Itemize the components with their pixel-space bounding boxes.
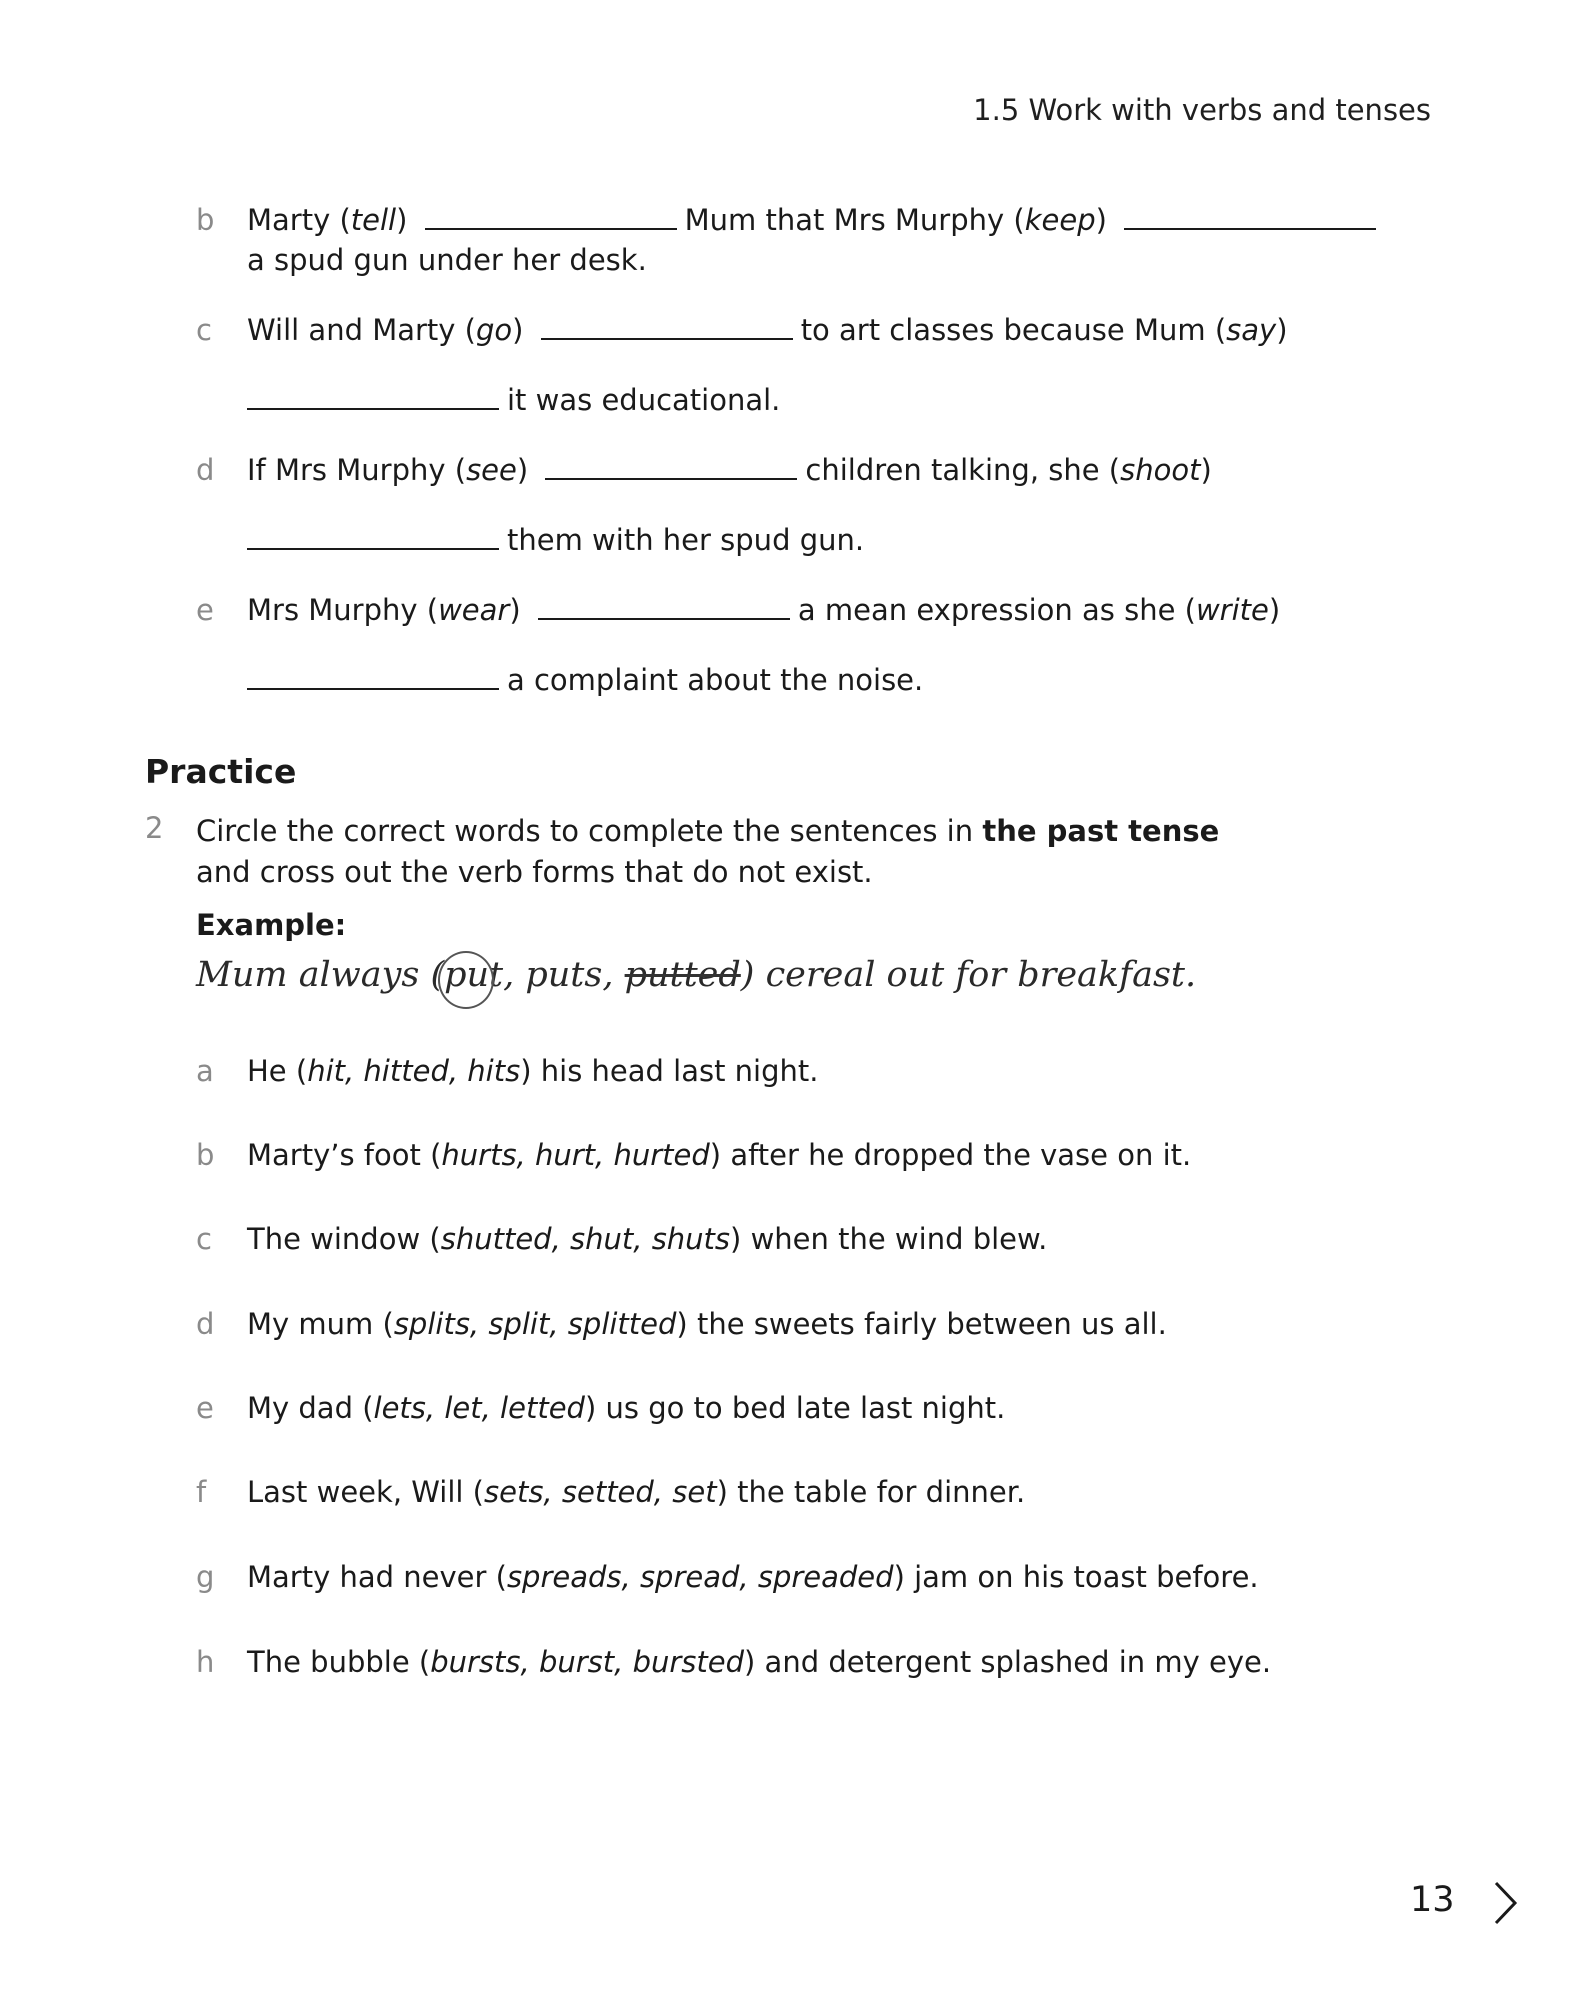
verb-options[interactable]: hit, hitted, hits — [307, 1054, 521, 1088]
practice-heading: Practice — [145, 752, 297, 791]
item-line-2 — [247, 520, 864, 560]
instruction-emphasis: the past tense — [982, 814, 1220, 848]
item-line-1 — [247, 450, 1212, 490]
item-line-1 — [247, 590, 1280, 630]
text-segment: Last week, Will ( — [247, 1475, 484, 1509]
verb-hint: say — [1226, 313, 1277, 347]
item-sentence — [247, 1219, 1047, 1259]
item-letter: f — [196, 1475, 207, 1509]
circled-answer: put — [444, 955, 504, 995]
text-segment: ) — [1276, 313, 1288, 347]
text-segment: to art classes because Mum ( — [800, 313, 1227, 347]
chevron-right-icon[interactable] — [1493, 1880, 1519, 1930]
text-segment: ) when the wind blew. — [730, 1222, 1048, 1256]
text-segment: ) — [509, 593, 521, 627]
answer-blank[interactable] — [247, 688, 499, 690]
example-text: , puts, — [503, 955, 625, 995]
item-sentence — [247, 1304, 1167, 1344]
text-segment: a complaint about the noise. — [507, 663, 924, 697]
text-segment: ) jam on his toast before. — [893, 1560, 1259, 1594]
item-sentence — [247, 1557, 1259, 1597]
verb-hint: go — [475, 313, 513, 347]
item-line-2 — [247, 660, 923, 700]
verb-options[interactable]: bursts, burst, bursted — [430, 1645, 745, 1679]
text-segment: ) and detergent splashed in my eye. — [744, 1645, 1272, 1679]
text-segment: Marty had never ( — [247, 1560, 507, 1594]
item-line-1 — [247, 310, 1288, 350]
item-letter: b — [196, 203, 215, 237]
verb-hint: keep — [1024, 203, 1096, 237]
item-sentence — [247, 1135, 1191, 1175]
text-segment: ) — [1268, 593, 1281, 627]
item-letter: e — [196, 1391, 214, 1425]
item-sentence — [247, 1472, 1025, 1512]
item-line-2: a spud gun under her desk. — [247, 243, 647, 277]
text-segment: He ( — [247, 1054, 308, 1088]
question-instruction — [196, 811, 1219, 893]
verb-options[interactable]: sets, setted, set — [484, 1475, 717, 1509]
example-label: Example: — [196, 908, 347, 942]
struck-out-word: putted — [624, 955, 741, 995]
text-segment: ) — [396, 203, 408, 237]
verb-options[interactable]: lets, let, letted — [373, 1391, 585, 1425]
item-letter: h — [196, 1645, 215, 1679]
text-segment: ) the table for dinner. — [716, 1475, 1026, 1509]
item-letter: c — [196, 1222, 212, 1256]
text-segment: My mum ( — [247, 1307, 394, 1341]
text-segment: Mrs Murphy ( — [247, 593, 439, 627]
text-segment: My dad ( — [247, 1391, 374, 1425]
text-segment: ) us go to bed late last night. — [584, 1391, 1006, 1425]
verb-hint: tell — [350, 203, 397, 237]
text-segment: ) — [1200, 453, 1212, 487]
answer-blank[interactable] — [425, 228, 677, 230]
text-segment: ) — [1095, 203, 1107, 237]
item-sentence — [247, 1388, 1005, 1428]
text-segment: If Mrs Murphy ( — [247, 453, 467, 487]
item-line-1 — [247, 200, 1384, 240]
verb-hint: see — [466, 453, 517, 487]
instruction-text: and cross out the verb forms that do not exist. — [196, 855, 873, 889]
text-segment: The bubble ( — [247, 1645, 431, 1679]
item-line-2 — [247, 380, 780, 420]
item-letter: g — [196, 1560, 215, 1594]
verb-hint: write — [1195, 593, 1269, 627]
text-segment: Will and Marty ( — [247, 313, 476, 347]
item-sentence — [247, 1051, 818, 1091]
text-segment: them with her spud gun. — [507, 523, 865, 557]
text-segment: ) — [512, 313, 524, 347]
text-segment: ) his head last night. — [520, 1054, 819, 1088]
verb-options[interactable]: spreads, spread, spreaded — [506, 1560, 894, 1594]
question-number: 2 — [145, 811, 164, 845]
text-segment: children talking, she ( — [805, 453, 1121, 487]
answer-blank[interactable] — [545, 478, 797, 480]
answer-blank[interactable] — [247, 408, 499, 410]
example-sentence — [196, 955, 1196, 995]
verb-hint: wear — [438, 593, 510, 627]
text-segment: Marty’s foot ( — [247, 1138, 442, 1172]
example-text: Mum always ( — [196, 955, 445, 995]
answer-blank[interactable] — [538, 618, 790, 620]
verb-options[interactable]: shutted, shut, shuts — [440, 1222, 731, 1256]
item-letter: d — [196, 1307, 215, 1341]
item-letter: d — [196, 453, 215, 487]
verb-options[interactable]: hurts, hurt, hurted — [441, 1138, 710, 1172]
answer-blank[interactable] — [1124, 228, 1376, 230]
section-header: 1.5 Work with verbs and tenses — [973, 93, 1431, 127]
example-text: ) cereal out for breakfast. — [740, 955, 1197, 995]
text-segment: Marty ( — [247, 203, 351, 237]
text-segment: a mean expression as she ( — [797, 593, 1196, 627]
item-letter: a — [196, 1054, 214, 1088]
item-letter: b — [196, 1138, 215, 1172]
text-segment: Mum that Mrs Murphy ( — [684, 203, 1025, 237]
text-segment: ) the sweets fairly between us all. — [676, 1307, 1167, 1341]
verb-hint: shoot — [1120, 453, 1201, 487]
answer-blank[interactable] — [247, 548, 499, 550]
verb-options[interactable]: splits, split, splitted — [393, 1307, 677, 1341]
item-sentence — [247, 1642, 1271, 1682]
instruction-text: Circle the correct words to complete the sentences in — [196, 814, 983, 848]
item-letter: e — [196, 593, 214, 627]
text-segment: The window ( — [247, 1222, 441, 1256]
answer-blank[interactable] — [541, 338, 793, 340]
item-letter: c — [196, 313, 212, 347]
text-segment: ) — [516, 453, 529, 487]
page-number: 13 — [1410, 1880, 1455, 1920]
text-segment: it was educational. — [507, 383, 781, 417]
text-segment: ) after he dropped the vase on it. — [709, 1138, 1192, 1172]
